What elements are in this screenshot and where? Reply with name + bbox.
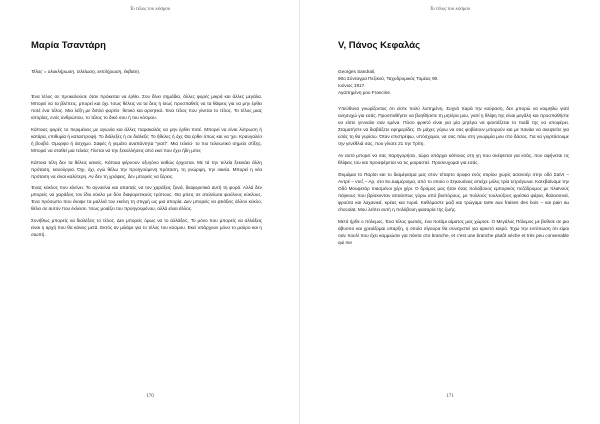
- address-line: Georges Sandrail,: [338, 69, 376, 74]
- running-head-right: Το τέλος του κόσμου: [429, 7, 471, 12]
- paragraph: Κάποιες φορές το περιμένεις με αγωνία και άλλες παρακαλάς να μην έρθει ποτέ. Μπορεί να είναι λύτρωση ή κατάρα, επιθυμία ή καταστροφή. Το διάλεξες ή σε διάλεξε; Το ήθελες ή όχι; Θα έρθει όπως και να 'χει. Κραυγαλέο ή βουβό. Ομορφο ή άσχημο. Σαφές ή γεμάτο αναπάντητα "γιατί". Μια τελεία· το πιο τελειωτικό σημείο στίξης. Μπορεί να σταθεί μια τελεία; Γίνεται να την ξεκολλήσεις από εκεί που έχει ήδη μπει;: [31, 126, 262, 153]
- paragraph: Θυμάμαι το Παρίσι και το διαμέρισμα μας στον τέταρτο όροφο ενός κτιρίου χωρίς ασανσέρ στην οδό Σαίντ – Αντρέ – ντεζ – Αρ, στο 5ο Διαμέρισμα, από το οποίο ο Σηκουάνας απείχε μόλις τρία τετράγωνα. Κατεβαίναμε την Οδό Μουφετάρ πιασμένοι χέρι χέρι. Ο δρόμος μας ήταν ένας πολύβουος εμπορικός πεζόδρομος με πλαϊνούς πάγκους που βρίσκονταν απαύστως γύρω από βιοπόρους, με πολλούς τουλούζους φρέσκα ψάρια, θαλασσινά, φρούτα και λαχανικά, κρέας και τυριά. Καθόμαστε μαζί και τρώγαμε tarte aux fraises des bois – και pain au chocolat. Μου λείπει αυτή η πολύβουη φασαρία της ζωής.: [338, 171, 569, 212]
- paragraph: Κάποια τέλη δεν τα θέλεις κανείς. Κάποια φέρνουν οξυγόνο καθώς έρχονται. Με τά την τελεία ξεκινάει άλλη πρόταση, κανούργια. Όχι, όχι, εγώ θέλω την προηγούμενη πρόταση, τη γνώριμη, την οικεία. Μπορεί η νέα πρόταση να είναι καλύτερη. Αν δεν τη γράψεις, δεν μπορείς να ξέρεις.: [31, 159, 262, 179]
- paragraph: Ένα τέλος σε προκαλούσε όταν πρόκειται να έρθει. Σου δίνει σημάδια, άλλες φορές μικρά και άλλες μεγάλα. Μπορεί να τα βλέπεις, μπορεί και όχι. Ίσως θέλεις να τα δεις ή ίσως προσπαθείς να τα θάψεις για να μην έρθει ποτέ ένα τέλος. Μια λέξη με διπλό φορτίο· θετικό και αρνητικό. Ένα τέλος που γίνεται το τέλος. Το τέλος μιας ιστορίας, ενός ανθρώπου, το τέλος το δικό σου ή του κόσμου.: [31, 94, 262, 121]
- address-line: 90ο Σύνταγμα Πεζικού, Ταχυδρομικός Τομέας 90.: [338, 76, 439, 82]
- address-line: Ιούνιος 1917.: [338, 83, 366, 89]
- paragraph: Συνήθως μπορείς να διαλέξεις το τέλος. Δεν μπορείς όμως να το αλλάξεις. Το μόνο που μπορείς να αλλάξεις είναι η αρχή που θα κάνεις μετά. Εκτός αν μιλάμε για το τέλος του κόσμου. Εκεί υπάρχουν μόνο το μαύρο και η σιωπή.: [31, 218, 262, 238]
- left-body-text: [31, 68, 262, 243]
- paragraph: Ένας κύκλος που κλείνει. Το αγνοείνα και απαιτείς να τον χαράξεις ξανά, διαφορετικά αυτή τη φορά. Αλλά δεν μπορείς να χαράξεις τον ίδιο κύκλο με δύο διαφορετικούς τρόπους. Θα μπεις σε ατελείωτα φαύλους κύκλους. Ένα πρόσωπο που έκοψε τα μαλλιά του εκείνη τη στιγμή ως μια απορία. Δεν μπορείς να φτιάξεις άλλον κύκλο, θέλει σε αυτόν που έκλεισε. Ίσως μοιάζει του προηγουμένου, αλλά είναι άλλος.: [31, 185, 262, 212]
- paragraph: Μετά ήρθε ο πόλεμος. Ένα τέλος φωτιάς, ένα ποτάμι αίματος μας χώρισε. Ο Μεγάλος Πόλεμος με βυθισε σε μια άβυσσο και χρειάζομαι υπαρξη, η οποία σίγουρα θα συνεχιστεί για αρκετό καιρό. Έχω την εντύπωση ότι είμαι σαν πουλί που έχει καμμιώσει για πάντα στο branche, et c'est une branche plutôt sèche et très peu convenable qui me: [338, 218, 569, 245]
- salutation: Αγαπημένη μου Francine.: [338, 90, 392, 96]
- page-number-left: 170: [146, 394, 154, 399]
- right-page: [300, 0, 600, 424]
- right-body-text: [338, 68, 569, 250]
- chapter-title-left: Μαρία Τσαντάρη: [31, 40, 106, 51]
- running-head-left: Το τέλος του κόσμου: [129, 7, 171, 12]
- paragraph: Υπεύθυνα γνωρίζοντας ότι είστε πολύ λυπημένη. Συχνά παρά την κούραση, δεν μπορώ να κοιμηθώ γιατί ανησυχώ για εσάς. Προσπαθήστε να βοηθήσετε τη μητέρα μου, γιατί η θλίψη της είναι μεγάλη και προσπαθήστε να είστε γενναίοι σαν εμένα. Πόσο φρικτό είναι για μία μητέρα να φαντάζεται το παιδί της να υποφέρει. Σταματήστε να διαβάζετε εφημερίδες. Οι μάχες γύρω να σας φοβίσουν μπορούν και με πανάει να σκεφτείτε για εσάς τη θα γυρίσω. Όταν επιστρέψω, υπόσχομαι, να σας πάω στη γνωριμία μου στο δάσος. Για να γιορτάσουμε την γενέθλιά σας, που γίνατε 21 την Τρίτη.: [338, 106, 569, 147]
- page-number-right: 171: [446, 394, 454, 399]
- paragraph: Αν αυτό μπορεί να σας παρηγορήσει, τώρα υπάρχει κάποιος στη γη που σκέφτεται για εσάς, που αφήνεται τις θλίψεις του και προσφέρεται να τις μοιραστεί. Προσευχομαι για εσάς.: [338, 153, 569, 166]
- epigraph: Τέλος = ολοκλήρωση, τελείωση, εκπλήρωση, έκβαση.: [31, 69, 141, 74]
- chapter-title-right: V, Πάνος Κεφαλάς: [338, 40, 421, 51]
